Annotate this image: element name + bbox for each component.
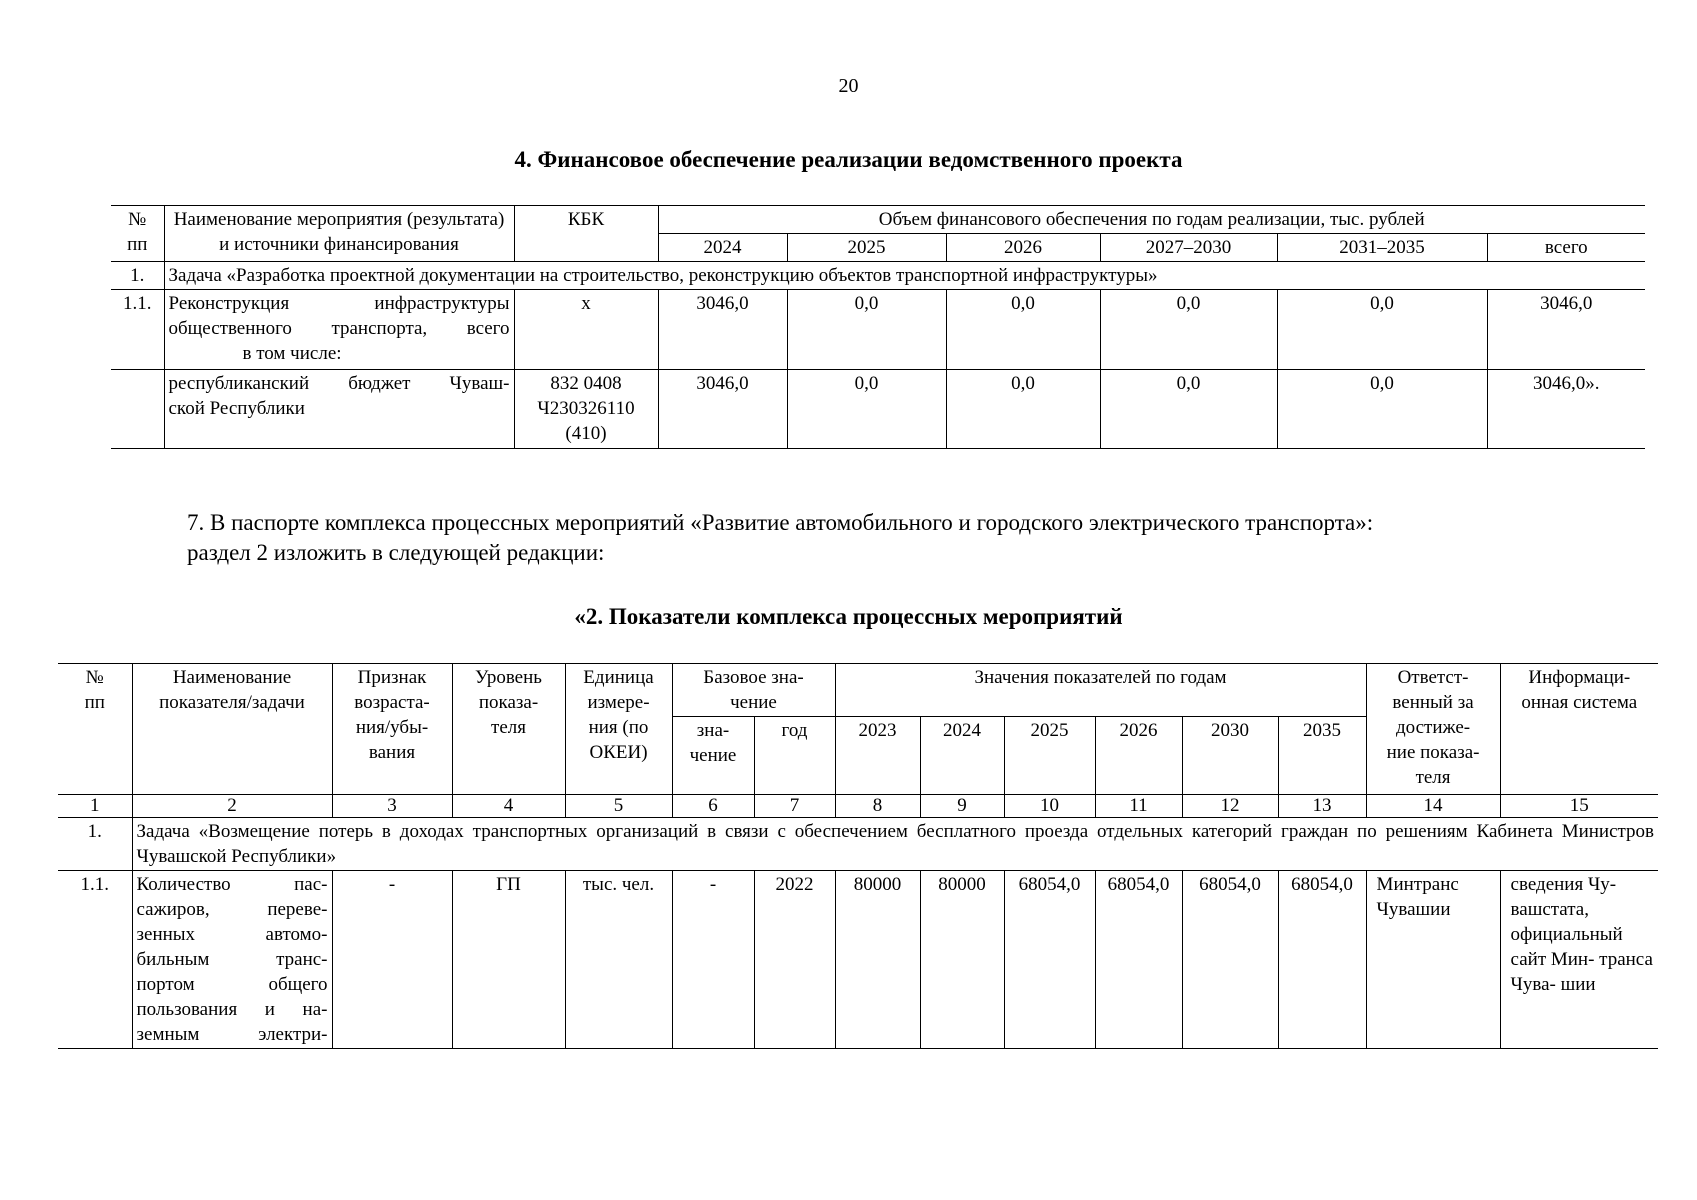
row-name-line: пользования и на-: [136, 999, 328, 1020]
column-number: 1: [58, 795, 132, 818]
task-text: Задача «Возмещение потерь в доходах транспортных организаций в связи с обеспечением бесплатного проезда отдельных категорий граждан по решениям Кабинета Министров Чувашской Республики»: [132, 818, 1658, 871]
column-number: 12: [1182, 795, 1278, 818]
row-name-line: Реконструкция инфраструктуры: [168, 293, 510, 314]
column-number: 9: [920, 795, 1004, 818]
task-text: Задача «Разработка проектной документации на строительство, реконструкцию объектов транспортной инфраструктуры»: [164, 262, 1645, 290]
row-value: 0,0: [787, 370, 946, 449]
row-value: 0,0: [1277, 370, 1487, 449]
table-row: [58, 871, 1658, 1049]
column-number: 6: [672, 795, 754, 818]
header-info-system: Информаци- онная система: [1500, 664, 1658, 795]
header-year: 2026: [1095, 717, 1182, 795]
header-responsible: Ответст- венный за достиже- ние показа- теля: [1366, 664, 1500, 795]
header-name: Наименование мероприятия (результата) и источники финансирования: [164, 206, 514, 262]
column-number: 8: [835, 795, 920, 818]
column-number: 11: [1095, 795, 1182, 818]
header-year: 2025: [787, 234, 946, 262]
row-kbk: 832 0408 Ч230326110 (410): [514, 370, 658, 449]
header-values-by-year: Значения показателей по годам: [835, 664, 1366, 717]
row-name-line: ской Республики: [168, 398, 305, 419]
header-base: Базовое зна- чение: [672, 664, 835, 717]
task-num: 1.: [111, 262, 164, 290]
header-kbk: КБК: [514, 206, 658, 262]
header-unit: Единица измере- ния (по ОКЕИ): [565, 664, 672, 795]
row-num: [111, 370, 164, 449]
row-info-system: сведения Чу- вашстата, официальный сайт Мин- транса Чува- шии: [1500, 871, 1658, 1049]
paragraph-line: 7. В паспорте комплекса процессных мероприятий «Развитие автомобильного и городского электрического транспорта»:: [187, 510, 1374, 535]
header-num: № пп: [111, 206, 164, 262]
row-responsible: Минтранс Чувашии: [1366, 871, 1500, 1049]
column-number: 7: [754, 795, 835, 818]
financing-table: [111, 205, 1645, 449]
row-name-line: в том числе:: [242, 343, 342, 364]
row-value: 68054,0: [1278, 871, 1366, 1049]
row-value: 3046,0: [658, 290, 787, 370]
header-base-value: зна- чение: [672, 717, 754, 795]
row-unit: тыс. чел.: [565, 871, 672, 1049]
table-row: [111, 290, 1645, 370]
table-row: [111, 370, 1645, 449]
indicators-table: [58, 663, 1658, 1049]
column-number: 13: [1278, 795, 1366, 818]
header-volume: Объем финансового обеспечения по годам реализации, тыс. рублей: [658, 206, 1645, 234]
row-value: 0,0: [1100, 290, 1277, 370]
column-number: 10: [1004, 795, 1095, 818]
column-number: 2: [132, 795, 332, 818]
section4-title: 4. Финансовое обеспечение реализации ведомственного проекта: [514, 147, 1183, 172]
row-name-line: сажиров, переве-: [136, 899, 328, 920]
header-year: 2030: [1182, 717, 1278, 795]
row-num: 1.1.: [58, 871, 132, 1049]
header-year: 2025: [1004, 717, 1095, 795]
row-name-line: зенных автомо-: [136, 924, 328, 945]
row-name-line: портом общего: [136, 974, 328, 995]
row-value: 80000: [920, 871, 1004, 1049]
row-base-year: 2022: [754, 871, 835, 1049]
row-name-line: общественного транспорта, всего: [168, 318, 510, 339]
row-value: 68054,0: [1004, 871, 1095, 1049]
header-year: 2024: [658, 234, 787, 262]
task-num: 1.: [58, 818, 132, 871]
row-name-line: бильным транс-: [136, 949, 328, 970]
section2-title: «2. Показатели комплекса процессных мероприятий: [574, 604, 1123, 629]
task-row: [58, 818, 1658, 871]
header-year: 2027–2030: [1100, 234, 1277, 262]
row-name: [164, 370, 514, 449]
header-total: всего: [1487, 234, 1645, 262]
column-number: 14: [1366, 795, 1500, 818]
header-year: 2023: [835, 717, 920, 795]
row-num: 1.1.: [111, 290, 164, 370]
header-level: Уровень показа- теля: [452, 664, 565, 795]
row-value: 3046,0: [658, 370, 787, 449]
row-name: [164, 290, 514, 370]
row-base-value: -: [672, 871, 754, 1049]
row-value: 0,0: [787, 290, 946, 370]
paragraph-7: [187, 508, 1657, 568]
row-value: 0,0: [946, 290, 1100, 370]
column-number: 15: [1500, 795, 1658, 818]
header-num: № пп: [58, 664, 132, 795]
row-value: 0,0: [1277, 290, 1487, 370]
row-sign: -: [332, 871, 452, 1049]
row-name: [132, 871, 332, 1049]
row-kbk: х: [514, 290, 658, 370]
row-name-line: земным электри-: [136, 1024, 328, 1045]
task-row: [111, 262, 1645, 290]
row-level: ГП: [452, 871, 565, 1049]
row-value: 3046,0».: [1487, 370, 1645, 449]
row-value: 68054,0: [1182, 871, 1278, 1049]
row-value: 80000: [835, 871, 920, 1049]
column-number: 3: [332, 795, 452, 818]
header-year: 2026: [946, 234, 1100, 262]
header-year: 2031–2035: [1277, 234, 1487, 262]
header-sign: Признак возраста- ния/убы- вания: [332, 664, 452, 795]
header-name: Наименование показателя/задачи: [132, 664, 332, 795]
header-year: 2024: [920, 717, 1004, 795]
column-numbers-row: [58, 795, 1658, 818]
row-value: 0,0: [946, 370, 1100, 449]
header-year: 2035: [1278, 717, 1366, 795]
header-base-year: год: [754, 717, 835, 795]
column-number: 4: [452, 795, 565, 818]
page-number: 20: [838, 75, 859, 97]
row-value: 68054,0: [1095, 871, 1182, 1049]
row-name-line: республиканский бюджет Чуваш-: [168, 373, 510, 394]
row-name-line: Количество пас-: [136, 874, 328, 895]
column-number: 5: [565, 795, 672, 818]
row-value: 0,0: [1100, 370, 1277, 449]
paragraph-line: раздел 2 изложить в следующей редакции:: [187, 540, 605, 565]
row-value: 3046,0: [1487, 290, 1645, 370]
